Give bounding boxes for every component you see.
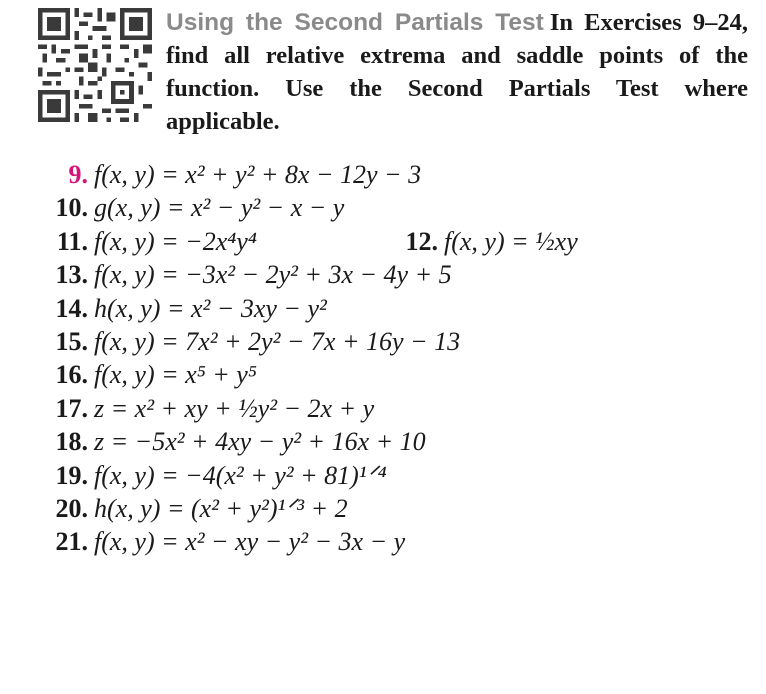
exercise-number: 20. — [55, 493, 88, 523]
exercise-9 — [44, 158, 754, 191]
exercise-15 — [44, 325, 754, 358]
exercise-expression: h(x, y) = x² − 3xy − y² — [94, 293, 327, 323]
instructions-text: In Exercises 9–24, find all relative extrema and saddle points of the function. Use the Second Partials Test where applicable. — [166, 9, 748, 135]
exercise-number[interactable]: 9. — [68, 160, 88, 189]
exercise-number: 15. — [55, 326, 88, 356]
exercise-number: 19. — [55, 460, 88, 490]
exercise-21 — [44, 525, 754, 558]
exercise-expression: f(x, y) = x⁵ + y⁵ — [94, 360, 257, 390]
exercise-list — [44, 158, 754, 559]
exercise-20 — [44, 492, 754, 525]
exercise-12 — [394, 225, 578, 258]
exercise-expression: f(x, y) = x² − xy − y² − 3x − y — [94, 527, 406, 557]
exercise-number: 14. — [55, 293, 88, 323]
exercise-expression: f(x, y) = −2x⁴y⁴ — [94, 226, 257, 256]
exercise-10 — [44, 191, 754, 224]
exercise-19 — [44, 459, 754, 492]
exercise-13 — [44, 258, 754, 291]
exercise-expression: f(x, y) = −4(x² + y² + 81)¹ᐟ⁴ — [94, 460, 387, 490]
exercise-number: 12. — [405, 226, 438, 256]
exercise-expression: z = x² + xy + ½y² − 2x + y — [94, 393, 375, 423]
section-heading: Using the Second Partials Test — [166, 9, 544, 36]
exercise-11-12 — [44, 225, 754, 258]
exercise-14 — [44, 292, 754, 325]
exercise-16 — [44, 358, 754, 391]
exercise-number: 17. — [55, 393, 88, 423]
exercise-number: 10. — [55, 193, 88, 223]
exercise-number: 18. — [55, 427, 88, 457]
exercise-expression: f(x, y) = ½xy — [444, 226, 578, 256]
exercise-number: 11. — [56, 226, 88, 256]
exercise-17 — [44, 392, 754, 425]
exercise-expression: z = −5x² + 4xy − y² + 16x + 10 — [94, 427, 426, 457]
exercise-number: 16. — [55, 360, 88, 390]
exercise-number: 13. — [55, 260, 88, 290]
exercise-expression: g(x, y) = x² − y² − x − y — [94, 193, 345, 223]
section-header — [38, 6, 748, 138]
qr-code-icon[interactable] — [38, 8, 152, 122]
exercise-expression: f(x, y) = −3x² − 2y² + 3x − 4y + 5 — [94, 260, 452, 290]
exercise-instructions — [166, 6, 748, 138]
exercise-number: 21. — [55, 527, 88, 557]
exercise-expression: f(x, y) = x² + y² + 8x − 12y − 3 — [94, 160, 422, 189]
exercise-expression: f(x, y) = 7x² + 2y² − 7x + 16y − 13 — [94, 326, 461, 356]
exercise-expression: h(x, y) = (x² + y²)¹ᐟ³ + 2 — [94, 493, 348, 523]
exercise-18 — [44, 425, 754, 458]
